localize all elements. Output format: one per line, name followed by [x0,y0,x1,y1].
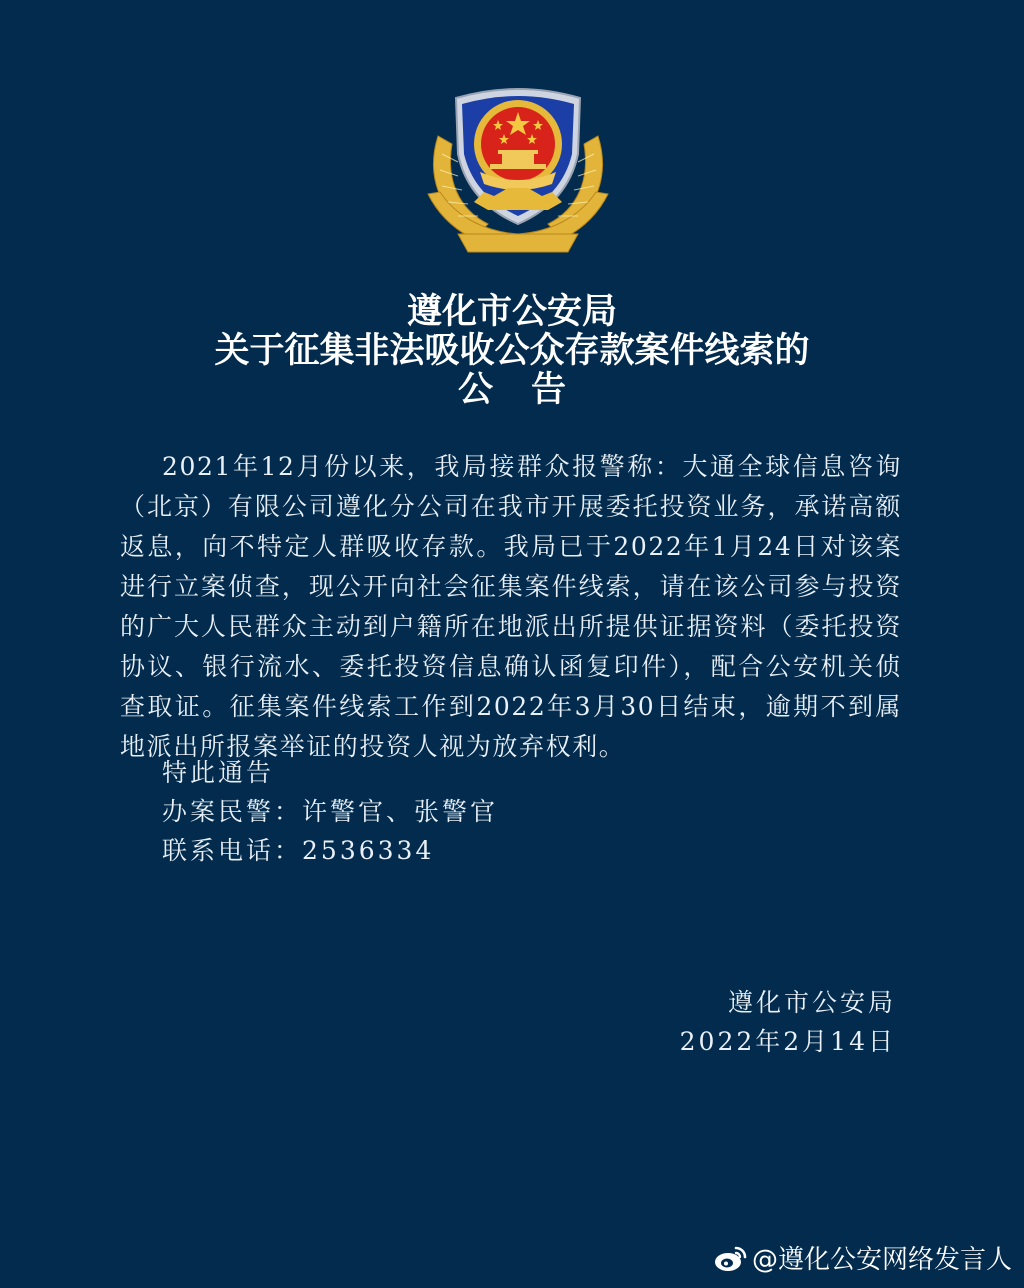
officers-line [162,792,498,831]
body-paragraph: 2021年12月份以来，我局接群众报警称：大通全球信息咨询（北京）有限公司遵化分公司在我市开展委托投资业务，承诺高额返息，向不特定人群吸收存款。我局已于2022年1月24日对该案进行立案侦查，现公开向社会征集案件线索，请在该公司参与投资的广大人民群众主动到户籍所在地派出所提供证据资料（委托投资协议、银行流水、委托投资信息确认函复印件），配合公安机关侦查取证。征集案件线索工作到2022年3月30日结束，逾期不到属地派出所报案举证的投资人视为放弃权利。 [120,452,902,761]
signature-block [680,983,896,1061]
title-notice: 公告 [457,369,604,410]
announcement-title [0,292,1024,409]
police-emblem-icon [418,84,618,256]
announcement-body [120,447,902,767]
weibo-watermark [714,1239,1012,1276]
phone-label: 联系电话： [162,836,303,865]
phone-number: 2536334 [302,836,435,865]
closing-text: 特此通告 [162,758,275,787]
weibo-icon [714,1243,748,1273]
weibo-handle: @遵化公安网络发言人 [751,1245,1012,1275]
signature-issuer: 遵化市公安局 [727,988,896,1017]
signature-date: 2022年2月14日 [679,1027,896,1056]
title-issuer: 遵化市公安局 [406,291,617,332]
officers-label: 办案民警： [162,797,303,826]
title-subject: 关于征集非法吸收公众存款案件线索的 [214,330,810,371]
officers-names: 许警官、张警官 [302,797,499,826]
announcement-footer [162,753,498,870]
phone-line [162,831,498,870]
